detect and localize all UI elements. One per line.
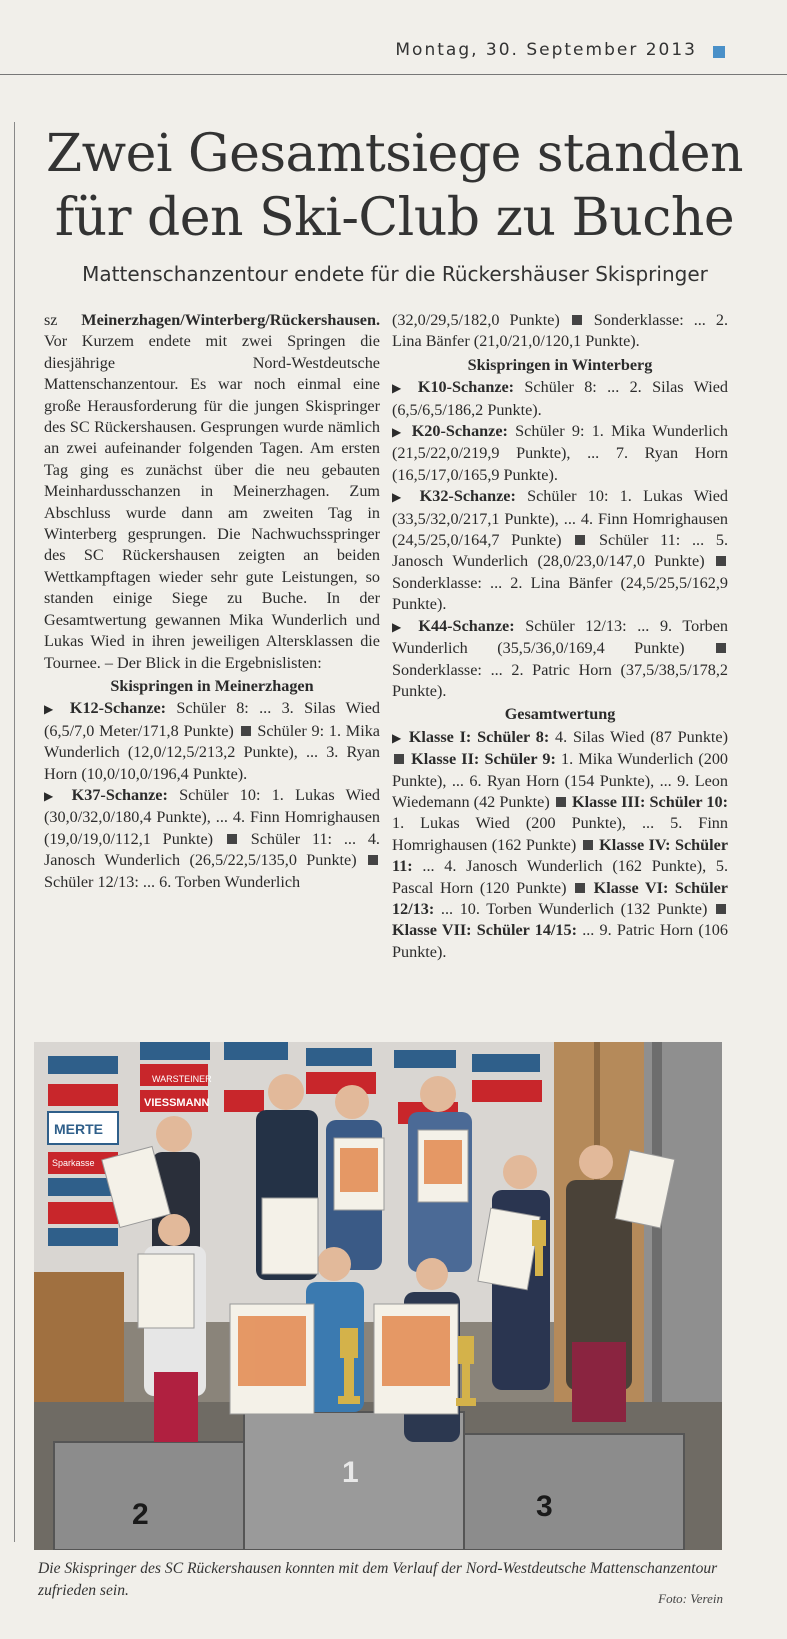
result-k37 xyxy=(44,785,380,893)
banner-word: VIESSMANN xyxy=(144,1097,210,1109)
result-text: Schüler 9: 1. Mika Wunderlich (12,0/12,5/213,2 Punkte), ... 3. Ryan Horn (10,0/10,0/196,4 Punkte). xyxy=(44,721,380,783)
article-column-right xyxy=(392,310,728,963)
headline-line-2: für den Ski-Club zu Buche xyxy=(54,188,735,248)
article-column-left xyxy=(44,310,380,893)
result-label: K37-Schanze: xyxy=(71,785,168,804)
result-k10 xyxy=(392,377,728,421)
result-k32 xyxy=(392,486,728,615)
result-text: Schüler 8: ... 3. Silas Wied (6,5/7,0 Meter/171,8 Punkte) xyxy=(44,699,380,740)
intro-paragraph xyxy=(44,310,380,674)
triangle-bullet-icon: ▶ xyxy=(392,381,408,396)
triangle-bullet-icon: ▶ xyxy=(44,788,61,803)
square-separator-icon xyxy=(716,643,726,653)
class-text: ... 10. Torben Wunderlich (132 Punkte) xyxy=(434,899,714,918)
result-text: Schüler 10: 1. Lukas Wied (30,0/32,0/180,4 Punkte), ... 4. Finn Homrighausen (19,0/19,0/112,1 Punkte) xyxy=(44,785,380,848)
result-label: K44-Schanze: xyxy=(418,616,515,635)
result-text: Schüler 8: ... 2. Silas Wied (6,5/6,5/186,2 Punkte). xyxy=(392,378,728,419)
square-separator-icon xyxy=(572,315,582,325)
triangle-bullet-icon: ▶ xyxy=(392,619,408,634)
section-title-winterberg: Skispringen in Winterberg xyxy=(467,355,653,374)
section-title-gesamtwertung: Gesamtwertung xyxy=(504,705,616,724)
square-separator-icon xyxy=(583,840,593,850)
dateline-place: Meinerzhagen/Winterberg/Rückershausen. xyxy=(81,311,380,329)
square-separator-icon xyxy=(227,834,237,844)
square-separator-icon xyxy=(556,797,566,807)
issue-date: Montag, 30. September 2013 xyxy=(395,40,697,60)
result-label: K20-Schanze: xyxy=(411,422,508,441)
intro-text: Vor Kurzem endete mit zwei Springen die diesjährige Nord-Westdeutsche Mattenschanzentour. Es war noch einmal eine große Herausforderung für die jungen Skispringer des SC Rückershausen. Gesprungen wurde nämlich an zwei aufeinander folgenden Tagen. Am ersten Tag ging es zunächst über die neu gebauten Meinhardusschanzen in Meinerzhagen. Zum Abschluss wurde dann am zweiten Tag in Winterberg gesprungen. Die Nachwuchsspringer des SC Rückershausen zeigten an beiden Wettkampftagen wieder sehr gute Leistungen, so standen einige Siege zu Buche. In der Gesamtwertung gewannen Mika Wunderlich und Lukas Wied in ihren jeweiligen Altersklassen die Tournee. – Der Blick in die Ergebnislisten: xyxy=(44,332,380,672)
square-separator-icon xyxy=(575,883,585,893)
triangle-bullet-icon: ▶ xyxy=(392,425,405,440)
team-photo xyxy=(34,1042,722,1550)
class-label: Klasse I: Schüler 8: xyxy=(408,727,550,746)
result-label: K12-Schanze: xyxy=(69,699,167,718)
square-separator-icon xyxy=(716,904,726,914)
triangle-bullet-icon: ▶ xyxy=(392,490,409,505)
class-text: ... 9. Patric Horn (106 Punkte). xyxy=(392,921,728,961)
result-text: Schüler 9: 1. Mika Wunderlich (21,5/22,0/219,9 Punkte), ... 7. Ryan Horn (16,5/17,0/165,9 Punkte). xyxy=(392,422,728,484)
result-text: Sonderklasse: ... 2. Patric Horn (37,5/38,5/178,2 Punkte). xyxy=(392,660,728,700)
byline: sz xyxy=(44,311,82,329)
result-text: Schüler 12/13: ... 6. Torben Wunderlich xyxy=(44,872,301,891)
overall-results xyxy=(392,727,728,963)
class-label: Klasse VI: Schüler 12/13: xyxy=(392,878,728,918)
class-label: Klasse II: Schüler 9: xyxy=(411,750,556,769)
result-k12 xyxy=(44,698,380,785)
result-text: Sonderklasse: ... 2. Lina Bänfer (24,5/25,5/162,9 Punkte). xyxy=(392,573,728,614)
square-separator-icon xyxy=(394,754,404,764)
triangle-bullet-icon: ▶ xyxy=(44,702,60,717)
square-separator-icon xyxy=(716,556,726,566)
class-text: 1. Mika Wunderlich (200 Punkte), ... 6. Ryan Horn (154 Punkte), ... 9. Leon Wiedemann (42 Punkte) xyxy=(392,750,729,811)
photo-credit: Foto: Verein xyxy=(658,1591,723,1606)
square-separator-icon xyxy=(575,535,585,545)
class-label: Klasse IV: Schüler 11: xyxy=(392,835,729,876)
class-text: ... 4. Janosch Wunderlich (162 Punkte), 5. Pascal Horn (120 Punkte) xyxy=(392,857,728,897)
result-text: Sonderklasse: ... 2. Lina Bänfer (21,0/21,0/120,1 Punkte). xyxy=(392,311,728,351)
triangle-bullet-icon: ▶ xyxy=(392,730,404,745)
article-subhead: Mattenschanzentour endete für die Rückershäuser Skispringer xyxy=(82,262,708,286)
result-text: Schüler 10: 1. Lukas Wied (33,5/32,0/217,1 Punkte), ... 4. Finn Homrighausen (24,5/25,0/164,7 Punkte) xyxy=(392,487,728,550)
class-text: 1. Lukas Wied (200 Punkte), ... 5. Finn Homrighausen (162 Punkte) xyxy=(392,814,728,854)
header-rule xyxy=(0,74,787,75)
class-label: Klasse VII: Schüler 14/15: xyxy=(392,921,577,940)
date-marker-square xyxy=(713,46,725,58)
section-title-meinerzhagen: Skispringen in Meinerzhagen xyxy=(110,676,314,695)
result-k20 xyxy=(392,421,728,486)
result-text: Schüler 11: ... 4. Janosch Wunderlich (26,5/22,5/135,0 Punkte) xyxy=(44,829,380,870)
article-headline xyxy=(22,122,767,250)
result-text: (32,0/29,5/182,0 Punkte) xyxy=(392,311,570,329)
result-continuation xyxy=(392,310,728,353)
podium-number: 2 xyxy=(132,1498,149,1531)
class-label: Klasse III: Schüler 10: xyxy=(572,792,728,811)
team-photo-illustration xyxy=(34,1042,722,1550)
square-separator-icon xyxy=(241,726,251,736)
photo-caption: Die Skispringer des SC Rückershausen konnten mit dem Verlauf der Nord-Westdeutsche Mattenschanzentour zufrieden sein. xyxy=(38,1560,718,1599)
result-text: Schüler 11: ... 5. Janosch Wunderlich (28,0/23,0/147,0 Punkte) xyxy=(392,531,728,571)
article-side-rule xyxy=(14,122,15,1542)
podium-number: 1 xyxy=(342,1456,359,1489)
result-text: Schüler 12/13: ... 9. Torben Wunderlich (35,5/36,0/169,4 Punkte) xyxy=(392,616,729,658)
banner-word: Sparkasse xyxy=(52,1158,95,1168)
square-separator-icon xyxy=(368,855,378,865)
class-text: 4. Silas Wied (87 Punkte) xyxy=(549,727,728,746)
headline-line-1: Zwei Gesamtsiege standen xyxy=(45,124,744,184)
banner-word: WARSTEINER xyxy=(152,1074,212,1084)
result-k44 xyxy=(392,616,728,703)
result-label: K32-Schanze: xyxy=(419,487,516,506)
podium-number: 3 xyxy=(536,1490,553,1523)
banner-word: MERTE xyxy=(54,1121,103,1137)
result-label: K10-Schanze: xyxy=(417,378,515,397)
